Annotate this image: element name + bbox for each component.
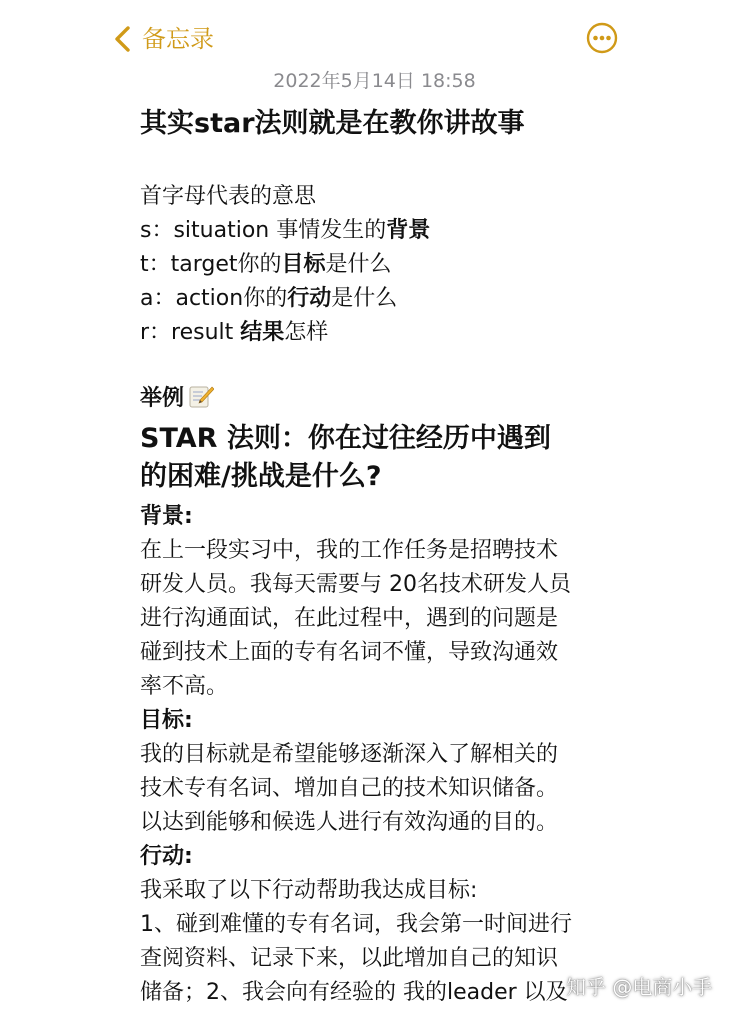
star-a-text: a：action你的 <box>140 286 288 311</box>
goal-line: 以达到能够和候选人进行有效沟通的目的。 <box>140 810 559 835</box>
goal-label: 目标: <box>140 708 193 733</box>
note-title: 其实star法则就是在教你讲故事 <box>140 108 525 139</box>
background-line: 率不高。 <box>140 674 229 699</box>
star-s-keyword: 背景 <box>386 218 431 243</box>
star-r-keyword: 结果 <box>240 320 285 345</box>
goal-line: 技术专有名词、增加自己的技术知识储备。 <box>140 776 559 801</box>
note-date: 2022年5月14日 18:58 <box>273 70 476 92</box>
question-heading-line-1: STAR 法则：你在过往经历中遇到 <box>140 423 551 454</box>
star-t-line <box>140 248 392 282</box>
navigation-bar <box>0 0 749 70</box>
star-t-suffix: 是什么 <box>325 252 392 277</box>
background-label: 背景: <box>140 504 193 529</box>
background-line: 进行沟通面试，在此过程中，遇到的问题是 <box>140 606 559 631</box>
star-s-text: s：situation 事情发生的 <box>140 218 387 243</box>
star-a-suffix: 是什么 <box>331 286 398 311</box>
background-line: 碰到技术上面的专有名词不懂，导致沟通效 <box>140 640 559 665</box>
star-a-line <box>140 282 397 316</box>
back-button[interactable] <box>112 22 214 56</box>
action-label: 行动: <box>140 844 193 869</box>
star-r-suffix: 怎样 <box>284 320 329 345</box>
star-t-text: t：target你的 <box>140 252 282 277</box>
star-a-keyword: 行动 <box>287 286 332 311</box>
intro-text: 首字母代表的意思 <box>140 184 317 209</box>
action-line: 我采取了以下行动帮助我达成目标: <box>140 878 478 903</box>
star-s-line <box>140 214 430 248</box>
background-line: 在上一段实习中，我的工作任务是招聘技术 <box>140 538 559 563</box>
example-heading <box>140 382 214 416</box>
back-button-label: 备忘录 <box>142 25 214 53</box>
example-label: 举例 <box>140 386 185 411</box>
more-options-icon[interactable] <box>586 22 618 54</box>
zhihu-watermark: 知乎 @电商小手 <box>566 975 713 999</box>
action-line: 查阅资料、记录下来，以此增加自己的知识 <box>140 946 559 971</box>
star-t-keyword: 目标 <box>281 252 326 277</box>
star-r-line <box>140 316 328 350</box>
question-heading-line-2: 的困难/挑战是什么? <box>140 461 382 492</box>
chevron-left-icon <box>112 24 134 54</box>
goal-line: 我的目标就是希望能够逐渐深入了解相关的 <box>140 742 559 767</box>
star-r-text: r：result <box>140 320 241 345</box>
action-line: 储备；2、我会向有经验的 我的leader 以及 <box>140 980 568 1005</box>
action-line: 1、碰到难懂的专有名词，我会第一时间进行 <box>140 912 572 937</box>
background-line: 研发人员。我每天需要与 20名技术研发人员 <box>140 572 571 597</box>
memo-pencil-icon <box>188 383 214 409</box>
